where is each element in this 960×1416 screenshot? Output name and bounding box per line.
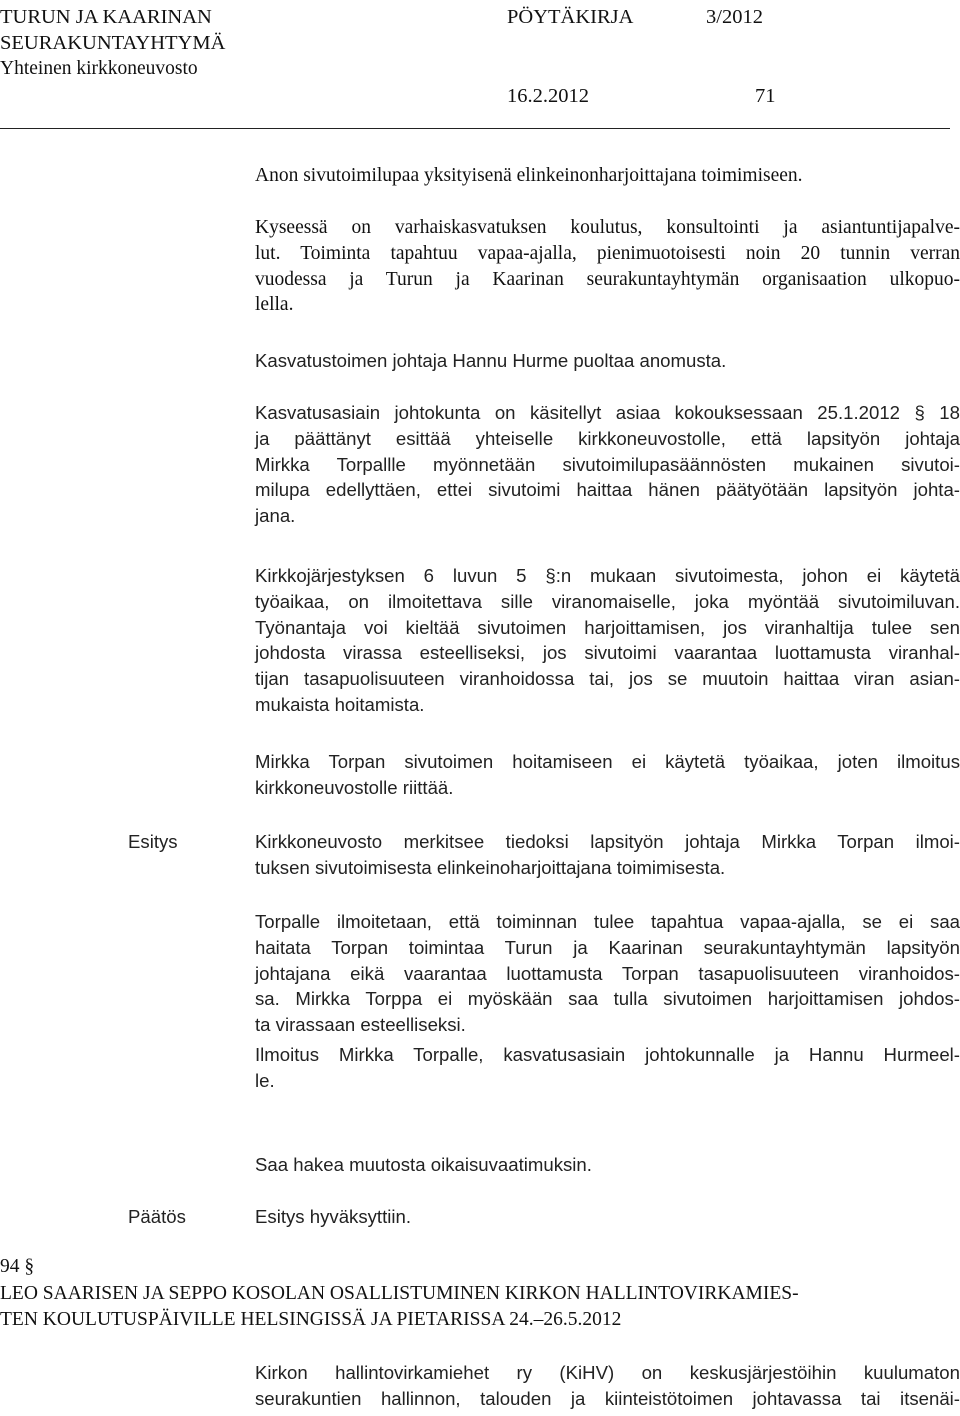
paragraph-line: milupa edellyttäen, ettei sivutoimi haittaa hänen päätyötään lapsityön johta-: [255, 479, 960, 501]
header-rule: [0, 128, 950, 129]
paragraph-line: Torpalle ilmoitetaan, että toiminnan tulee tapahtua vapaa-ajalla, se ei saa: [255, 911, 960, 932]
paragraph-line: tuksen sivutoimisesta elinkeinoharjoittajana toimimisesta.: [255, 856, 726, 878]
org-name-line2: SEURAKUNTAYHTYMÄ: [0, 32, 226, 54]
paragraph-line: ja päättänyt esittää yhteiselle kirkkoneuvostolle, että lapsityön johtaja: [255, 427, 960, 449]
paragraph-line: johtajana eikä vaarantaa luottamusta Torpan tasapuolisuuteen viranhoidos-: [255, 962, 960, 984]
paatos-label: Päätös: [128, 1206, 186, 1227]
paragraph-line: seurakuntien hallinnon, talouden ja kiinteistötoimen johtavassa tai itsenäi-: [255, 1387, 960, 1409]
esitys-label: Esitys: [128, 831, 178, 852]
paragraph-conditions: [255, 909, 960, 1038]
paragraph-decision: [255, 1204, 960, 1230]
paragraph-church-order: [255, 563, 960, 718]
paragraph-line: jana.: [255, 505, 296, 527]
paragraph-appeal: [255, 1152, 960, 1178]
paragraph-kihv: [255, 1360, 960, 1412]
paragraph-line: Kasvatustoimen johtaja Hannu Hurme puoltaa anomusta.: [255, 350, 727, 371]
paragraph-line: Kyseessä on varhaiskasvatuksen koulutus, konsultointi ja asiantuntijapalve-: [255, 217, 960, 238]
paragraph-recommendation: [255, 348, 960, 374]
paragraph-line: Kirkkoneuvosto merkitsee tiedoksi lapsityön johtaja Mirkka Torpan ilmoi-: [255, 831, 960, 852]
paragraph-line: Saa hakea muutosta oikaisuvaatimuksin.: [255, 1154, 592, 1175]
paragraph-proposal: [255, 829, 960, 881]
paragraph-notification: [255, 749, 960, 801]
paragraph-line: le.: [255, 1069, 275, 1091]
paragraph-line: Työnantaja voi kieltää sivutoimen harjoittamisen, jos viranhaltija tulee sen: [255, 616, 960, 638]
paragraph-line: ta virassaan esteelliseksi.: [255, 1014, 466, 1036]
org-unit: Yhteinen kirkkoneuvosto: [0, 58, 198, 79]
paragraph-line: Anon sivutoimilupaa yksityisenä elinkeinonharjoittajana toimimiseen.: [255, 165, 803, 186]
document-type: PÖYTÄKIRJA: [507, 6, 634, 28]
paragraph-line: vuodessa ja Turun ja Kaarinan seurakuntayhtymän organisaation ulkopuo-: [255, 268, 960, 290]
paragraph-line: Esitys hyväksyttiin.: [255, 1206, 412, 1227]
paragraph-line: Kasvatusasiain johtokunta on käsitellyt asiaa kokouksessaan 25.1.2012 § 18: [255, 402, 960, 423]
paragraph-line: lella.: [255, 294, 294, 316]
paragraph-distribution: [255, 1042, 960, 1094]
paragraph-line: lut. Toiminta tapahtuu vapaa-ajalla, pienimuotoisesti noin 20 tunnin verran: [255, 242, 960, 264]
paragraph-line: kirkkoneuvostolle riittää.: [255, 776, 454, 798]
paragraph-request: [255, 163, 960, 189]
document-number: 3/2012: [706, 6, 763, 28]
paragraph-description: [255, 215, 960, 318]
page-number: 71: [755, 85, 776, 107]
paragraph-line: Ilmoitus Mirkka Torpalle, kasvatusasiain johtokunnalle ja Hannu Hurmeel-: [255, 1044, 960, 1065]
section-title-line1: LEO SAARISEN JA SEPPO KOSOLAN OSALLISTUMINEN KIRKON HALLINTOVIRKAMIES-: [0, 1283, 799, 1304]
paragraph-line: Kirkkojärjestyksen 6 luvun 5 §:n mukaan sivutoimesta, johon ei käytetä: [255, 565, 960, 586]
paragraph-line: Kirkon hallintovirkamiehet ry (KiHV) on keskusjärjestöihin kuulumaton: [255, 1362, 960, 1383]
paragraph-line: Mirkka Torpan sivutoimen hoitamiseen ei käytetä työaikaa, joten ilmoitus: [255, 751, 960, 772]
meeting-date: 16.2.2012: [507, 85, 589, 107]
paragraph-line: mukaista hoitamista.: [255, 693, 425, 715]
org-name-line1: TURUN JA KAARINAN: [0, 6, 212, 28]
paragraph-line: haitata Torpan toimintaa Turun ja Kaarinan seurakuntayhtymän lapsityön: [255, 936, 960, 958]
paragraph-line: Mirkka Torpallle myönnetään sivutoimilupasäännösten mukainen sivutoi-: [255, 453, 960, 475]
paragraph-line: sa. Mirkka Torppa ei myöskään saa tulla sivutoimen harjoittamisen johdos-: [255, 988, 960, 1010]
section-number: 94 §: [0, 1256, 35, 1277]
paragraph-line: tijan tasapuolisuuteen viranhoidossa tai, jos se muutoin haittaa viran asian-: [255, 668, 960, 690]
paragraph-line: työaikaa, on ilmoitettava sille viranomaiselle, joka myöntää sivutoimiluvan.: [255, 590, 960, 612]
paragraph-line: johdosta virassa esteelliseksi, jos sivutoimi vaarantaa luottamusta viranhal-: [255, 642, 960, 664]
paragraph-board-decision: [255, 400, 960, 529]
section-title-line2: TEN KOULUTUSPÄIVILLE HELSINGISSÄ JA PIETARISSA 24.–26.5.2012: [0, 1309, 622, 1330]
